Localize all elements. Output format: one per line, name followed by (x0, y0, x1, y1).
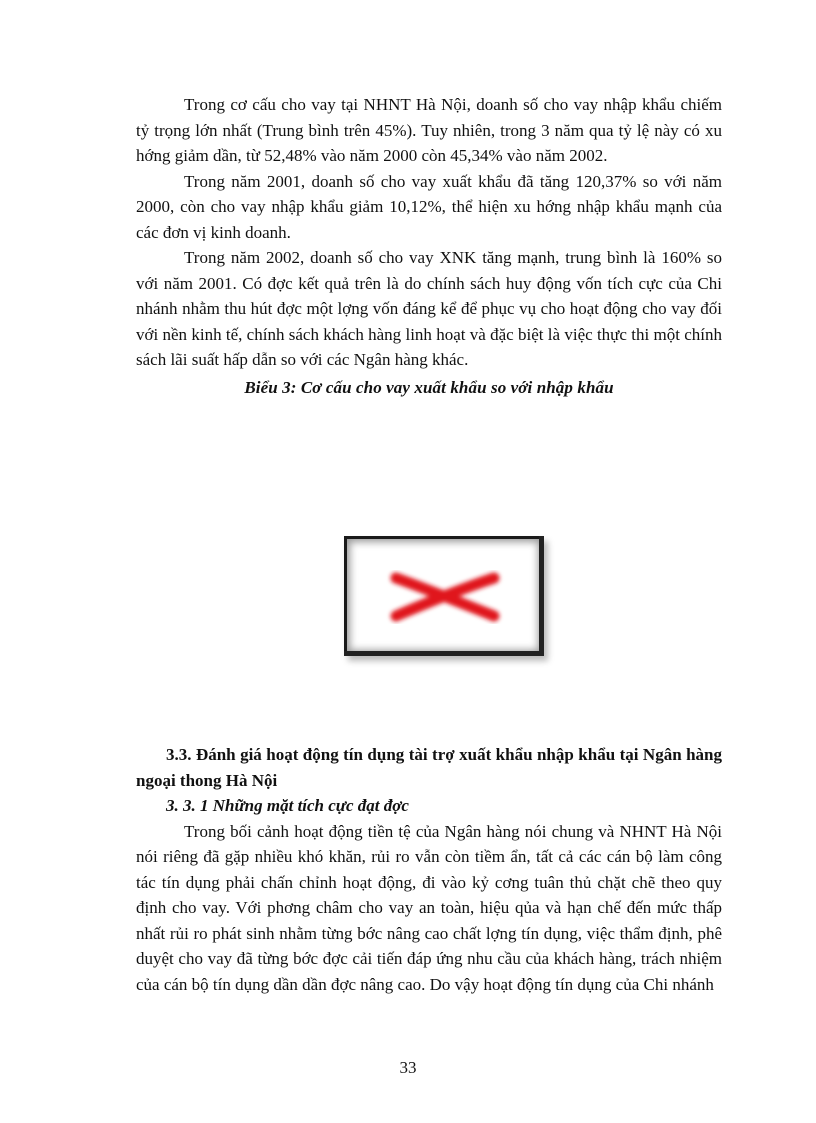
section-heading: 3.3. Đánh giá hoạt động tín dụng tài trợ xuất khẩu nhập khẩu tại Ngân hàng ngoại thong Hà Nội (136, 745, 722, 790)
paragraph-1: Trong cơ cấu cho vay tại NHNT Hà Nội, doanh số cho vay nhập khẩu chiếm tỷ trọng lớn nhất (Trung bình trên 45%). Tuy nhiên, trong 3 năm qua tỷ lệ này có xu hớng giảm dần, từ 52,48% vào năm 2000 còn 45,34% vào năm 2002. (136, 95, 722, 165)
section-paragraph: Trong bối cảnh hoạt động tiền tệ của Ngân hàng nói chung và NHNT Hà Nội nói riêng đã gặp nhiều khó khăn, rủi ro vẫn còn tiềm ẩn, tất cả các cán bộ làm công tác tín dụng phải chấn chỉnh hoạt động, đi vào kỷ cơng tuân thủ chặt chẽ theo quy định cho vay. Với phơng châm cho vay an toàn, hiệu qủa và hạn chế đến mức thấp nhất rủi ro phát sinh nhằm từng bớc nâng cao chất lợng tín dụng, việc thẩm định, phê duyệt cho vay đã từng bớc đợc cải tiến đáp ứng nhu cầu của khách hàng, trách nhiệm của cán bộ tín dụng dần dần đợc nâng cao. Do vậy hoạt động tín dụng của Chi nhánh (136, 821, 722, 994)
paragraph-3: Trong năm 2002, doanh số cho vay XNK tăng mạnh, trung bình là 160% so với năm 2001. Có đợc kết quả trên là do chính sách huy động vốn tích cực của Chi nhánh nhằm thu hút đợc một lợng vốn đáng kể để phục vụ cho hoạt động cho vay đối với nền kinh tế, chính sách khách hàng linh hoạt và đặc biệt là việc thực thi một chính sách lãi suất hấp dẫn so với các Ngân hàng khác. (136, 248, 722, 369)
broken-image-icon (344, 536, 544, 656)
page-number: 33 (399, 1058, 417, 1077)
document-body (136, 92, 722, 400)
figure-caption: Biểu 3: Cơ cấu cho vay xuất khẩu so với nhập khẩu (244, 377, 614, 397)
figure-placeholder (344, 536, 544, 656)
paragraph-2: Trong năm 2001, doanh số cho vay xuất khẩu đã tăng 120,37% so với năm 2000, còn cho vay nhập khẩu giảm 10,12%, thể hiện xu hớng nhập khẩu mạnh của các đơn vị kinh doanh. (136, 171, 722, 242)
subsection-heading: 3. 3. 1 Những mặt tích cực đạt đợc (166, 796, 409, 815)
section-3-3 (136, 742, 722, 997)
red-x-mark (396, 578, 494, 616)
